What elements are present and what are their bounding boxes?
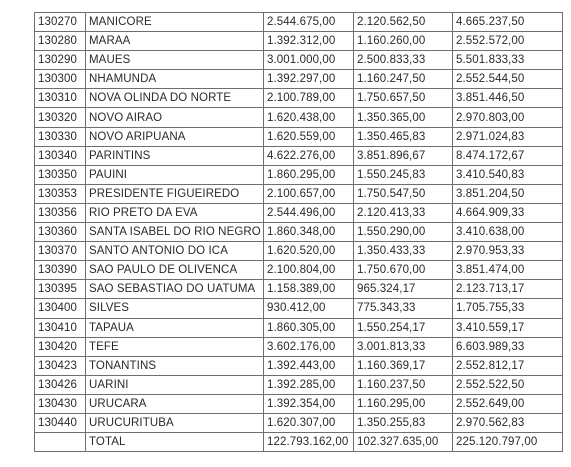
value-1-cell: 1.620.520,00 [264, 242, 354, 261]
value-1-cell: 2.100.804,00 [264, 261, 354, 280]
municipality-name-cell: PAUINI [86, 165, 264, 184]
table-row [35, 299, 563, 318]
value-3-cell: 4.664.909,33 [453, 203, 563, 222]
table-row [35, 261, 563, 280]
code-cell: 130356 [35, 203, 86, 222]
code-cell: 130270 [35, 13, 86, 32]
table-row [35, 146, 563, 165]
value-3-cell: 2.123.713,17 [453, 280, 563, 299]
value-3-cell: 2.970.953,33 [453, 242, 563, 261]
value-1-cell: 1.860.348,00 [264, 223, 354, 242]
municipality-name-cell: NOVO ARIPUANA [86, 127, 264, 146]
table-row [35, 127, 563, 146]
total-value-3: 225.120.797,00 [453, 433, 563, 452]
value-3-cell: 8.474.172,67 [453, 146, 563, 165]
value-2-cell: 1.350.465,83 [354, 127, 453, 146]
value-3-cell: 2.552.812,17 [453, 356, 563, 375]
municipality-name-cell: RIO PRETO DA EVA [86, 203, 264, 222]
table-row [35, 32, 563, 51]
code-cell: 130280 [35, 32, 86, 51]
value-1-cell: 1.860.295,00 [264, 165, 354, 184]
municipality-name-cell: NOVA OLINDA DO NORTE [86, 89, 264, 108]
total-code-cell [35, 433, 86, 452]
value-2-cell: 1.550.290,00 [354, 223, 453, 242]
code-cell: 130390 [35, 261, 86, 280]
value-1-cell: 4.622.276,00 [264, 146, 354, 165]
value-1-cell: 1.158.389,00 [264, 280, 354, 299]
value-3-cell: 2.552.572,00 [453, 32, 563, 51]
municipality-name-cell: PRESIDENTE FIGUEIREDO [86, 184, 264, 203]
value-2-cell: 1.750.670,00 [354, 261, 453, 280]
municipality-name-cell: MARAA [86, 32, 264, 51]
value-1-cell: 2.544.675,00 [264, 13, 354, 32]
table-row [35, 70, 563, 89]
value-3-cell: 3.851.474,00 [453, 261, 563, 280]
municipality-name-cell: TONANTINS [86, 356, 264, 375]
code-cell: 130300 [35, 70, 86, 89]
table-row [35, 13, 563, 32]
code-cell: 130370 [35, 242, 86, 261]
value-1-cell: 2.100.789,00 [264, 89, 354, 108]
value-1-cell: 1.620.307,00 [264, 413, 354, 432]
value-2-cell: 1.160.247,50 [354, 70, 453, 89]
code-cell: 130420 [35, 337, 86, 356]
table-row [35, 413, 563, 432]
value-3-cell: 3.410.559,17 [453, 318, 563, 337]
value-2-cell: 1.160.237,50 [354, 375, 453, 394]
table-row [35, 242, 563, 261]
code-cell: 130395 [35, 280, 86, 299]
value-3-cell: 3.410.638,00 [453, 223, 563, 242]
code-cell: 130310 [35, 89, 86, 108]
table-row [35, 356, 563, 375]
table-row [35, 165, 563, 184]
value-3-cell: 4.665.237,50 [453, 13, 563, 32]
table-row [35, 337, 563, 356]
value-1-cell: 2.100.657,00 [264, 184, 354, 203]
total-label: TOTAL [86, 433, 264, 452]
value-1-cell: 1.392.443,00 [264, 356, 354, 375]
total-row [35, 433, 563, 452]
value-2-cell: 1.750.657,50 [354, 89, 453, 108]
table-row [35, 203, 563, 222]
municipality-name-cell: SANTO ANTONIO DO ICA [86, 242, 264, 261]
table-body [35, 13, 563, 452]
municipality-name-cell: UARINI [86, 375, 264, 394]
code-cell: 130353 [35, 184, 86, 203]
value-1-cell: 1.392.285,00 [264, 375, 354, 394]
code-cell: 130423 [35, 356, 86, 375]
value-2-cell: 2.120.562,50 [354, 13, 453, 32]
value-3-cell: 2.970.562,83 [453, 413, 563, 432]
value-3-cell: 2.552.522,50 [453, 375, 563, 394]
value-2-cell: 775.343,33 [354, 299, 453, 318]
table-row [35, 184, 563, 203]
value-1-cell: 930.412,00 [264, 299, 354, 318]
value-2-cell: 1.160.369,17 [354, 356, 453, 375]
total-value-1: 122.793.162,00 [264, 433, 354, 452]
code-cell: 130430 [35, 394, 86, 413]
value-2-cell: 1.350.255,83 [354, 413, 453, 432]
value-1-cell: 1.860.305,00 [264, 318, 354, 337]
municipality-name-cell: SILVES [86, 299, 264, 318]
municipality-name-cell: NOVO AIRAO [86, 108, 264, 127]
table-row [35, 318, 563, 337]
value-2-cell: 1.350.365,00 [354, 108, 453, 127]
value-2-cell: 1.550.245,83 [354, 165, 453, 184]
value-3-cell: 3.851.204,50 [453, 184, 563, 203]
value-2-cell: 3.001.813,33 [354, 337, 453, 356]
code-cell: 130360 [35, 223, 86, 242]
value-3-cell: 2.552.544,50 [453, 70, 563, 89]
code-cell: 130410 [35, 318, 86, 337]
value-2-cell: 1.350.433,33 [354, 242, 453, 261]
value-3-cell: 2.552.649,00 [453, 394, 563, 413]
code-cell: 130350 [35, 165, 86, 184]
value-2-cell: 3.851.896,67 [354, 146, 453, 165]
table-row [35, 89, 563, 108]
municipality-name-cell: TEFE [86, 337, 264, 356]
municipality-name-cell: NHAMUNDA [86, 70, 264, 89]
value-1-cell: 1.392.312,00 [264, 32, 354, 51]
value-3-cell: 3.851.446,50 [453, 89, 563, 108]
value-1-cell: 1.392.354,00 [264, 394, 354, 413]
value-2-cell: 1.160.260,00 [354, 32, 453, 51]
value-3-cell: 5.501.833,33 [453, 51, 563, 70]
code-cell: 130340 [35, 146, 86, 165]
value-1-cell: 1.620.438,00 [264, 108, 354, 127]
code-cell: 130330 [35, 127, 86, 146]
municipality-name-cell: MANICORE [86, 13, 264, 32]
value-2-cell: 1.550.254,17 [354, 318, 453, 337]
code-cell: 130426 [35, 375, 86, 394]
municipality-name-cell: SAO PAULO DE OLIVENCA [86, 261, 264, 280]
value-3-cell: 6.603.989,33 [453, 337, 563, 356]
value-2-cell: 2.500.833,33 [354, 51, 453, 70]
municipality-table [34, 12, 563, 452]
code-cell: 130290 [35, 51, 86, 70]
value-2-cell: 1.160.295,00 [354, 394, 453, 413]
value-2-cell: 2.120.413,33 [354, 203, 453, 222]
table-row [35, 51, 563, 70]
value-1-cell: 2.544.496,00 [264, 203, 354, 222]
value-1-cell: 3.001.000,00 [264, 51, 354, 70]
value-2-cell: 1.750.547,50 [354, 184, 453, 203]
municipality-name-cell: SANTA ISABEL DO RIO NEGRO [86, 223, 264, 242]
value-1-cell: 1.620.559,00 [264, 127, 354, 146]
value-3-cell: 2.970.803,00 [453, 108, 563, 127]
municipality-name-cell: URUCURITUBA [86, 413, 264, 432]
value-3-cell: 3.410.540,83 [453, 165, 563, 184]
table-row [35, 394, 563, 413]
table-row [35, 108, 563, 127]
municipality-name-cell: PARINTINS [86, 146, 264, 165]
code-cell: 130440 [35, 413, 86, 432]
value-2-cell: 965.324,17 [354, 280, 453, 299]
table-row [35, 375, 563, 394]
municipality-name-cell: TAPAUA [86, 318, 264, 337]
municipality-name-cell: SAO SEBASTIAO DO UATUMA [86, 280, 264, 299]
value-3-cell: 1.705.755,33 [453, 299, 563, 318]
value-1-cell: 3.602.176,00 [264, 337, 354, 356]
value-1-cell: 1.392.297,00 [264, 70, 354, 89]
code-cell: 130320 [35, 108, 86, 127]
value-3-cell: 2.971.024,83 [453, 127, 563, 146]
total-value-2: 102.327.635,00 [354, 433, 453, 452]
table-row [35, 280, 563, 299]
code-cell: 130400 [35, 299, 86, 318]
municipality-name-cell: URUCARA [86, 394, 264, 413]
municipality-name-cell: MAUES [86, 51, 264, 70]
table-row [35, 223, 563, 242]
